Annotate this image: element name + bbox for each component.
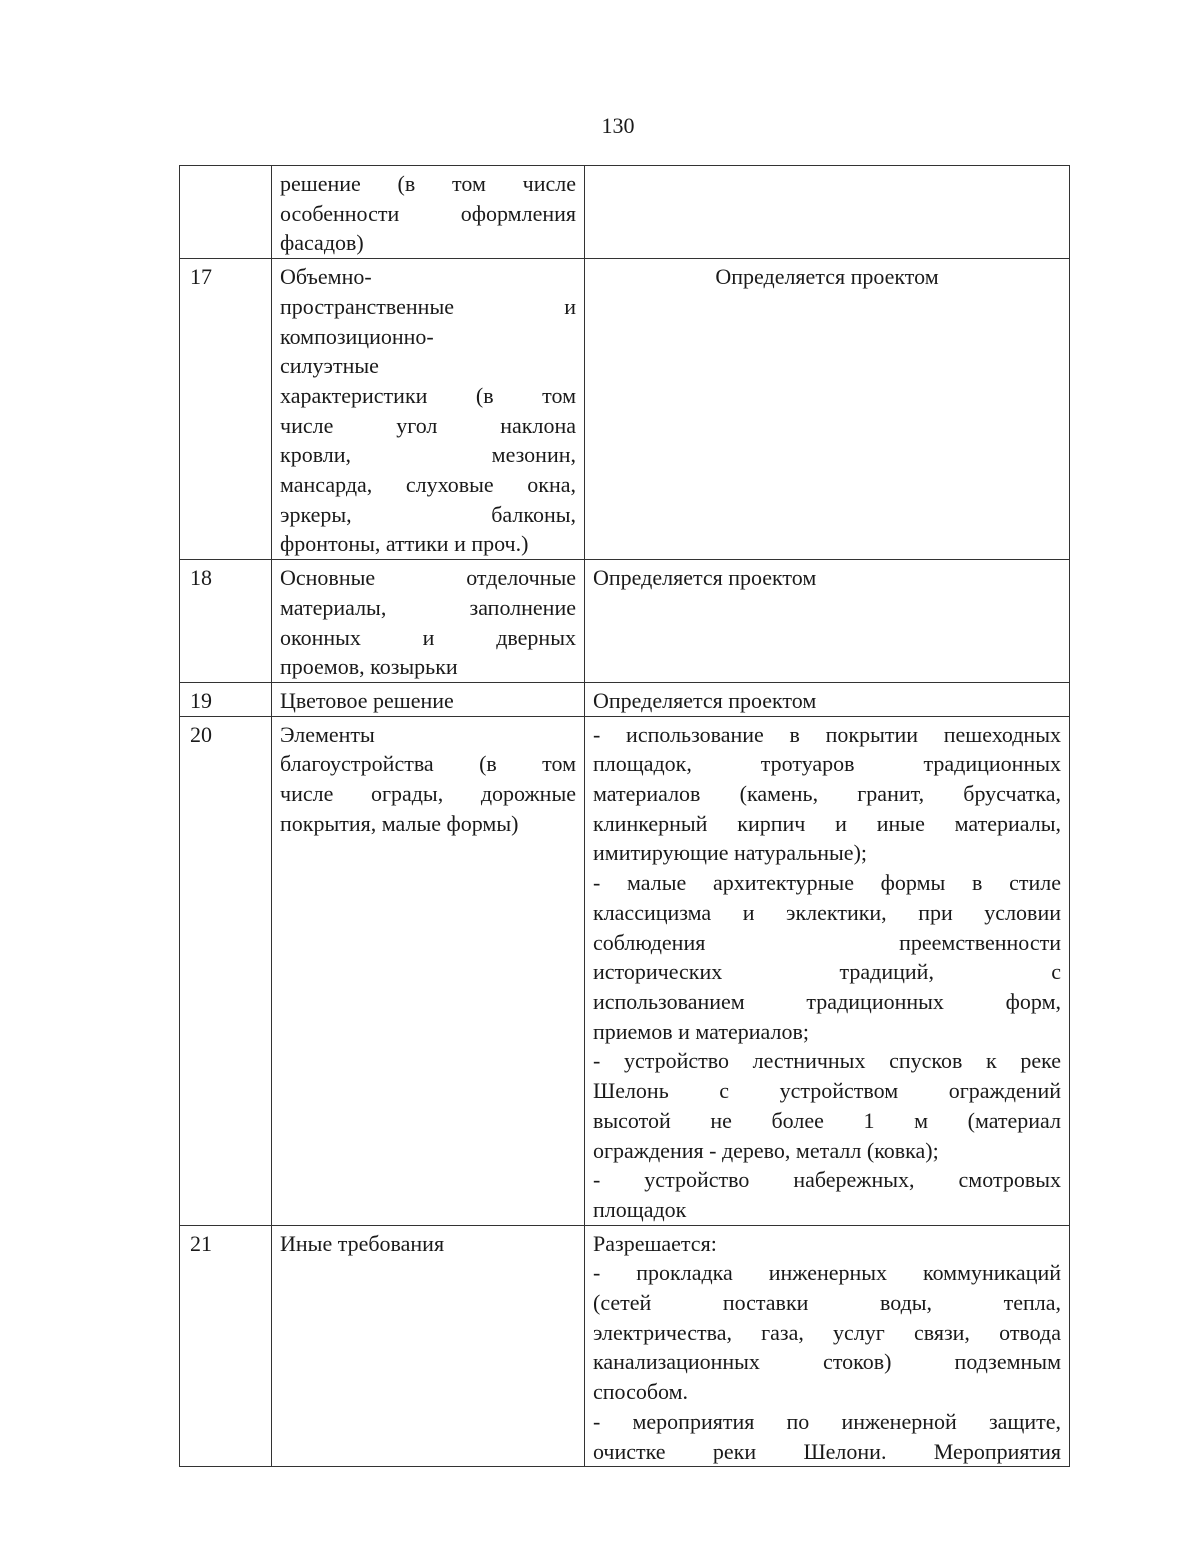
row-value-text: Определяется проектом: [593, 687, 817, 713]
row-name-cell: [272, 1225, 585, 1467]
row-number-cell: 21: [180, 1225, 272, 1467]
table-row: [180, 682, 1070, 716]
row-value-line: площадок: [593, 1196, 687, 1222]
table-row: [180, 560, 1070, 683]
row-value-cell: [585, 716, 1070, 1225]
row-value-text: Определяется проектом: [593, 565, 817, 591]
row-value-cell: [585, 682, 1070, 716]
row-name-line: Объемно-: [280, 264, 372, 290]
row-name-line: покрытия, малые формы): [280, 810, 519, 836]
row-value-line: - прокладка инженерных коммуникаций: [593, 1260, 1061, 1286]
row-number-cell: 20: [180, 716, 272, 1225]
row-value-line: Шелонь с устройством ограждений: [593, 1078, 1061, 1104]
row-name-line: фронтоны, аттики и проч.): [280, 531, 529, 557]
row-value-line: классицизма и эклектики, при условии: [593, 899, 1061, 925]
row-name-cell: [272, 259, 585, 560]
row-name-cell: [272, 560, 585, 683]
row-name-line: числе ограды, дорожные: [280, 781, 576, 807]
row-name-line: силуэтные: [280, 353, 379, 379]
row-value-cell: [585, 259, 1070, 560]
row-value-line: использованием традиционных форм,: [593, 988, 1061, 1014]
row-name-line: числе угол наклона: [280, 412, 576, 438]
requirements-table: [179, 165, 1070, 1467]
table-row: [180, 1225, 1070, 1467]
row-name-line: пространственные и: [280, 293, 576, 319]
row-value-text: Определяется проектом: [715, 264, 939, 290]
row-name-line: особенности оформления: [280, 200, 576, 226]
row-number-cell: 19: [180, 682, 272, 716]
row-value-line: - устройство набережных, смотровых: [593, 1167, 1061, 1193]
row-name-cell: [272, 166, 585, 259]
table-row: [180, 259, 1070, 560]
row-name-line: композиционно-: [280, 323, 434, 349]
page-number: 130: [601, 113, 635, 138]
row-value-line: - использование в покрытии пешеходных: [593, 721, 1061, 747]
row-value-line: материалов (камень, гранит, брусчатка,: [593, 781, 1061, 807]
row-name-line: эркеры, балконы,: [280, 501, 576, 527]
row-value-line: клинкерный кирпич и иные материалы,: [593, 810, 1061, 836]
row-name-line: Элементы: [280, 721, 375, 747]
row-name-cell: [272, 716, 585, 1225]
row-value-cell: [585, 1225, 1070, 1467]
row-name-line: Цветовое решение: [280, 687, 454, 713]
row-value-line: Разрешается:: [593, 1230, 717, 1256]
row-name-line: характеристики (в том: [280, 382, 576, 408]
row-value-line: приемов и материалов;: [593, 1018, 809, 1044]
row-value-cell: [585, 166, 1070, 259]
row-name-line: решение (в том числе: [280, 171, 576, 196]
row-value-line: соблюдения преемственности: [593, 929, 1061, 955]
row-name-line: материалы, заполнение: [280, 594, 576, 620]
row-name-line: кровли, мезонин,: [280, 442, 576, 468]
row-value-line: исторических традиций, с: [593, 959, 1061, 985]
row-value-line: - малые архитектурные формы в стиле: [593, 870, 1061, 896]
row-value-line: высотой не более 1 м (материал: [593, 1107, 1061, 1133]
row-value-line: канализационных стоков) подземным: [593, 1349, 1061, 1375]
row-name-line: Иные требования: [280, 1230, 445, 1256]
row-name-line: проемов, козырьки: [280, 654, 458, 680]
row-value-line: имитирующие натуральные);: [593, 840, 868, 866]
row-value-line: (сетей поставки воды, тепла,: [593, 1290, 1061, 1316]
row-value-line: - устройство лестничных спусков к реке: [593, 1048, 1061, 1074]
row-name-line: Основные отделочные: [280, 565, 576, 591]
row-name-line: благоустройства (в том: [280, 751, 576, 777]
row-number-cell: 17: [180, 259, 272, 560]
row-name-line: фасадов): [280, 230, 364, 256]
table-row: [180, 716, 1070, 1225]
row-value-line: площадок, тротуаров традиционных: [593, 751, 1061, 777]
row-name-line: мансарда, слуховые окна,: [280, 472, 576, 498]
row-value-line: ограждения - дерево, металл (ковка);: [593, 1137, 939, 1163]
row-number-cell: 18: [180, 560, 272, 683]
row-number-cell: [180, 166, 272, 259]
row-value-line: электричества, газа, услуг связи, отвода: [593, 1319, 1061, 1345]
row-name-cell: [272, 682, 585, 716]
row-name-line: оконных и дверных: [280, 624, 576, 650]
row-value-line: способом.: [593, 1379, 689, 1405]
row-value-line: - мероприятия по инженерной защите,: [593, 1408, 1061, 1434]
row-value-cell: [585, 560, 1070, 683]
row-value-line: очистке реки Шелони. Мероприятия: [593, 1438, 1061, 1464]
table-row: [180, 166, 1070, 259]
